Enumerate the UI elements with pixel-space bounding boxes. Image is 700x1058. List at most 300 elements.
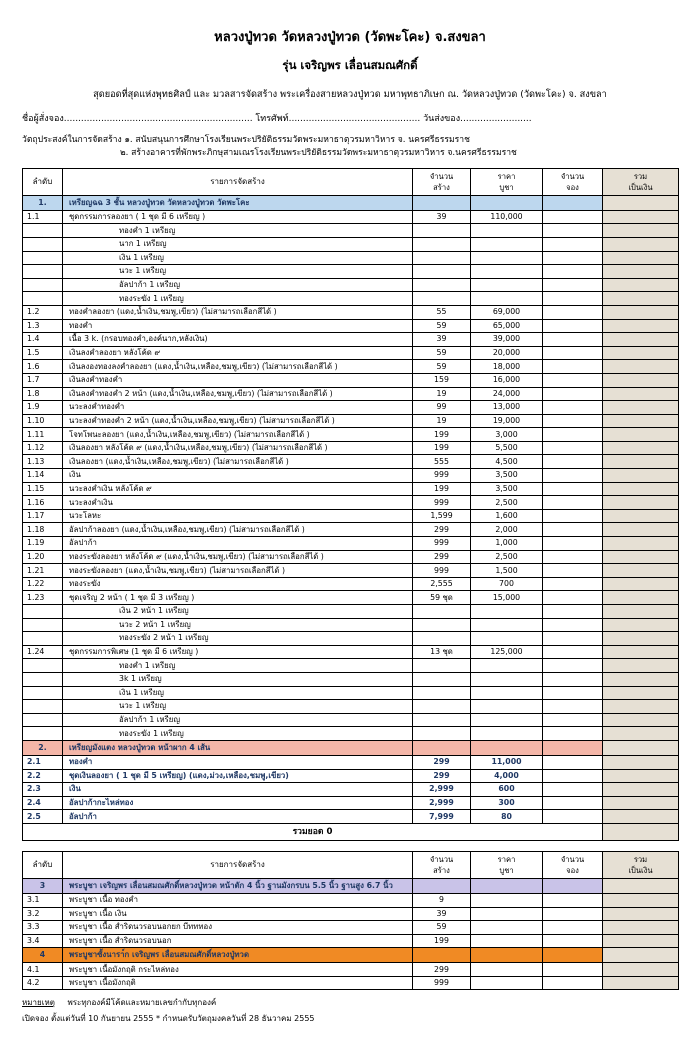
table-row[interactable] [23,934,679,948]
row-item-name: ชุดเจริญ 2 หน้า ( 1 ชุด มี 3 เหรียญ ) [63,591,413,605]
row-qty-made [413,251,471,265]
header2-price-l1: ราคา [497,854,516,864]
row-total [603,346,679,360]
row-item-name: พระบูชา เนื้อ สำริดนวรอบนอก [63,934,413,948]
row-qty-order[interactable] [543,278,603,292]
section-number: 1. [23,195,63,210]
row-number: 3.4 [23,934,63,948]
row-total [603,632,679,646]
row-price: 600 [471,783,543,797]
section-total-cell [603,878,679,893]
grand-total-label: รวมยอด 0 [23,823,603,840]
row-qty-made: 999 [413,496,471,510]
row-price [471,618,543,632]
row-qty-order[interactable] [543,618,603,632]
row-number: 1.10 [23,414,63,428]
table-row[interactable] [23,783,679,797]
row-qty-made [413,700,471,714]
table-row[interactable] [23,319,679,333]
row-qty-made [413,727,471,741]
row-qty-order[interactable] [543,210,603,224]
row-qty-order[interactable] [543,537,603,551]
table-row[interactable] [23,893,679,907]
row-qty-made: 159 [413,373,471,387]
row-price [471,893,543,907]
header-qty-made [413,168,471,195]
row-number: 1.24 [23,645,63,659]
header2-qty-made-l1: จำนวน [429,854,454,864]
table-row[interactable] [23,645,679,659]
table-row[interactable] [23,921,679,935]
row-item-name: พระบูชา เนื้อ สำริดนวรอบนอกยก บีทททอง [63,921,413,935]
row-qty-order[interactable] [543,523,603,537]
row-item-name: ชุดเงินลองยา ( 1 ชุด มี 5 เหรียญ) (แดง,ม่วง,เหลือง,ชมพู,เขียว) [63,769,413,783]
row-number [23,265,63,279]
row-item-name: ชุดกรรมการลองยา ( 1 ชุด มี 6 เหรียญ ) [63,210,413,224]
table-row[interactable] [23,755,679,769]
row-item-name: ทองคำ [63,755,413,769]
table-row[interactable] [23,564,679,578]
row-item-name: ทองระฆัง 1 เหรียญ [63,727,413,741]
row-item-name: อัลปาก้า [63,810,413,824]
row-qty-made [413,632,471,646]
row-price [471,727,543,741]
row-total [603,333,679,347]
row-price [471,713,543,727]
purpose-block [22,134,678,160]
row-qty-made: 199 [413,428,471,442]
row-qty-made [413,265,471,279]
row-qty-order[interactable] [543,605,603,619]
row-total [603,523,679,537]
row-total [603,319,679,333]
header2-list: รายการจัดสร้าง [63,851,413,878]
row-item-name: ทองระฆัง 2 หน้า 1 เหรียญ [63,632,413,646]
row-total [603,292,679,306]
row-number: 1.5 [23,346,63,360]
row-qty-order[interactable] [543,428,603,442]
order-table-2 [22,851,679,991]
row-price [471,278,543,292]
purpose-label: วัตถุประสงค์ในการจัดสร้าง [22,135,122,145]
row-price: 110,000 [471,210,543,224]
row-qty-order[interactable] [543,700,603,714]
row-price [471,265,543,279]
row-item-name: 3k 1 เหรียญ [63,672,413,686]
row-qty-order[interactable] [543,265,603,279]
table-row[interactable] [23,387,679,401]
row-number: 1.12 [23,441,63,455]
row-qty-order[interactable] [543,976,603,990]
table-row[interactable] [23,976,679,990]
row-number [23,713,63,727]
row-qty-order[interactable] [543,727,603,741]
row-total [603,976,679,990]
row-qty-made: 39 [413,907,471,921]
row-number [23,632,63,646]
row-total [603,618,679,632]
row-qty-order[interactable] [543,509,603,523]
row-price: 20,000 [471,346,543,360]
section-blank-cell [543,948,603,963]
table-row[interactable] [23,292,679,306]
row-price: 2,500 [471,496,543,510]
row-qty-order[interactable] [543,783,603,797]
table-row[interactable] [23,550,679,564]
grand-total-row [23,823,679,840]
order-form-line: ชื่อผู้สั่งจอง.................................................................. โทรศัพท์.............................................. วันส่งของ......................... [22,114,532,124]
row-qty-order[interactable] [543,414,603,428]
table-row[interactable] [23,237,679,251]
row-qty-order[interactable] [543,686,603,700]
table-row[interactable] [23,305,679,319]
row-total [603,713,679,727]
row-number [23,727,63,741]
table-row[interactable] [23,224,679,238]
row-qty-order[interactable] [543,387,603,401]
section-total-cell [603,195,679,210]
row-qty-order[interactable] [543,907,603,921]
row-number: 1.13 [23,455,63,469]
row-qty-made: 2,555 [413,577,471,591]
header-total [603,168,679,195]
table-row[interactable] [23,591,679,605]
table-row[interactable] [23,632,679,646]
row-qty-made: 19 [413,387,471,401]
row-number: 2.2 [23,769,63,783]
row-price [471,700,543,714]
row-price [471,237,543,251]
row-item-name: นาก 1 เหรียญ [63,237,413,251]
row-qty-order[interactable] [543,482,603,496]
header-price [471,168,543,195]
row-price: 3,500 [471,482,543,496]
row-qty-made: 9 [413,893,471,907]
header2-total [603,851,679,878]
row-total [603,796,679,810]
row-qty-order[interactable] [543,360,603,374]
row-number: 1.17 [23,509,63,523]
header2-qty-order-l1: จำนวน [560,854,585,864]
row-total [603,605,679,619]
row-qty-order[interactable] [543,659,603,673]
row-qty-made: 299 [413,963,471,977]
row-number: 4.2 [23,976,63,990]
row-price: 4,000 [471,769,543,783]
row-total [603,577,679,591]
row-qty-order[interactable] [543,496,603,510]
section-header-row [23,740,679,755]
row-qty-order[interactable] [543,333,603,347]
row-qty-order[interactable] [543,237,603,251]
row-total [603,455,679,469]
row-item-name: โจทโพนะลองยา (แดง,น้ำเงิน,เหลือง,ชมพู,เขียว) (ไม่สามารถเลือกสีได้ ) [63,428,413,442]
row-number: 1.15 [23,482,63,496]
row-item-name: เงินลองยา (แดง,น้ำเงิน,เหลือง,ชมพู,เขียว) (ไม่สามารถเลือกสีได้ ) [63,455,413,469]
table-row[interactable] [23,401,679,415]
row-total [603,963,679,977]
row-qty-made: 555 [413,455,471,469]
row-total [603,564,679,578]
row-total [603,672,679,686]
purpose-item-1: ๑. สนับสนุนการศึกษาโรงเรียนพระปริยัติธรรมวัดพระมหาธาตุวรมหาวิหาร จ. นครศรีธรรมราช [124,135,470,145]
row-qty-order[interactable] [543,934,603,948]
row-qty-made: 2,999 [413,783,471,797]
row-item-name: เงิน 2 หน้า 1 เหรียญ [63,605,413,619]
row-qty-made: 13 ชุด [413,645,471,659]
row-qty-made [413,237,471,251]
row-price: 1,000 [471,537,543,551]
row-item-name: เงิน 1 เหรียญ [63,251,413,265]
table-row[interactable] [23,523,679,537]
row-qty-order[interactable] [543,796,603,810]
grand-total-value [603,823,679,840]
row-number: 1.14 [23,469,63,483]
row-total [603,278,679,292]
row-qty-order[interactable] [543,292,603,306]
row-qty-order[interactable] [543,963,603,977]
header-total-l1: รวม [633,171,648,181]
row-item-name: นวะ 2 หน้า 1 เหรียญ [63,618,413,632]
row-price: 69,000 [471,305,543,319]
row-qty-made [413,278,471,292]
row-qty-made: 1,599 [413,509,471,523]
section-blank-cell [471,740,543,755]
row-qty-order[interactable] [543,769,603,783]
row-price [471,251,543,265]
row-qty-order[interactable] [543,550,603,564]
row-total [603,428,679,442]
row-qty-order[interactable] [543,401,603,415]
table-row[interactable] [23,455,679,469]
row-item-name: นวะลงคำเงิน [63,496,413,510]
table-row[interactable] [23,963,679,977]
row-qty-made: 299 [413,523,471,537]
row-item-name: นวะลงคำทองคำ 2 หน้า (แดง,น้ำเงิน,เหลือง,ชมพู,เขียว) (ไม่สามารถเลือกสีได้ ) [63,414,413,428]
section-blank-cell [543,195,603,210]
row-item-name: เงินลงองทองลงคำลองยา (แดง,น้ำเงิน,เหลือง,ชมพู,เขียว) (ไม่สามารถเลือกสีได้ ) [63,360,413,374]
row-number: 1.20 [23,550,63,564]
row-number: 3.2 [23,907,63,921]
row-qty-order[interactable] [543,921,603,935]
header2-total-l1: รวม [633,854,648,864]
row-qty-order[interactable] [543,591,603,605]
row-qty-order[interactable] [543,755,603,769]
row-total [603,251,679,265]
row-qty-made [413,686,471,700]
row-total [603,469,679,483]
header-qty-made-l1: จำนวน [429,171,454,181]
table-row[interactable] [23,727,679,741]
row-total [603,893,679,907]
row-total [603,769,679,783]
row-item-name: ทองคำ 1 เหรียญ [63,224,413,238]
row-number [23,686,63,700]
row-total [603,591,679,605]
row-number: 3.3 [23,921,63,935]
table-row[interactable] [23,907,679,921]
row-number: 1.22 [23,577,63,591]
section-blank-cell [543,878,603,893]
table-row[interactable] [23,577,679,591]
row-number: 1.8 [23,387,63,401]
row-item-name: พระบูชา เนื้อมังกฤติ [63,976,413,990]
table-row[interactable] [23,686,679,700]
row-total [603,537,679,551]
section-header-row [23,948,679,963]
row-qty-order[interactable] [543,810,603,824]
row-qty-made: 999 [413,564,471,578]
row-total [603,550,679,564]
row-qty-order[interactable] [543,564,603,578]
row-qty-made: 299 [413,550,471,564]
row-price [471,292,543,306]
section-blank-cell [471,948,543,963]
row-price: 300 [471,796,543,810]
table-row[interactable] [23,537,679,551]
row-qty-order[interactable] [543,373,603,387]
row-qty-order[interactable] [543,893,603,907]
row-qty-order[interactable] [543,441,603,455]
row-price: 3,000 [471,428,543,442]
row-qty-order[interactable] [543,455,603,469]
table-row[interactable] [23,210,679,224]
row-number [23,618,63,632]
row-total [603,810,679,824]
row-price: 15,000 [471,591,543,605]
row-qty-order[interactable] [543,632,603,646]
row-qty-order[interactable] [543,346,603,360]
table-row[interactable] [23,278,679,292]
row-number: 1.23 [23,591,63,605]
row-qty-made: 299 [413,755,471,769]
section-header-row [23,195,679,210]
table-row[interactable] [23,509,679,523]
row-qty-made [413,672,471,686]
table-row[interactable] [23,659,679,673]
row-number [23,251,63,265]
row-number [23,605,63,619]
row-qty-order[interactable] [543,645,603,659]
row-number: 2.3 [23,783,63,797]
row-item-name: อัลปาก้า [63,537,413,551]
row-qty-order[interactable] [543,224,603,238]
row-qty-made: 299 [413,769,471,783]
row-price [471,659,543,673]
row-total [603,907,679,921]
row-price: 39,000 [471,333,543,347]
table-row[interactable] [23,482,679,496]
section-title: เหรียญฉฉ 3 ชั้น หลวงปู่ทวด วัดหลวงปู่ทวด วัดพะโคะ [63,195,413,210]
row-item-name: นวะ 1 เหรียญ [63,265,413,279]
row-qty-order[interactable] [543,319,603,333]
row-total [603,360,679,374]
row-item-name: เงินลงคำทองคำ 2 หน้า (แดง,น้ำเงิน,เหลือง,ชมพู,เขียว) (ไม่สามารถเลือกสีได้ ) [63,387,413,401]
table-row[interactable] [23,796,679,810]
row-total [603,755,679,769]
row-total [603,237,679,251]
table-row[interactable] [23,810,679,824]
table-row[interactable] [23,713,679,727]
row-item-name: พระบูชา เนื้อมังกฤติ กระไหล่ทอง [63,963,413,977]
row-total [603,727,679,741]
header2-qty-order [543,851,603,878]
table-row[interactable] [23,428,679,442]
row-item-name: เงิน [63,783,413,797]
row-item-name: พระบูชา เนื้อ ทองคำ [63,893,413,907]
row-price [471,632,543,646]
row-item-name: นวะ 1 เหรียญ [63,700,413,714]
table-row[interactable] [23,251,679,265]
table-row[interactable] [23,700,679,714]
row-number: 2.5 [23,810,63,824]
table-row[interactable] [23,265,679,279]
row-qty-made: 99 [413,401,471,415]
table-row[interactable] [23,769,679,783]
row-number: 1.21 [23,564,63,578]
row-item-name: นวะลงคำทองคำ [63,401,413,415]
table-row[interactable] [23,469,679,483]
header-price-l2: บูชา [499,182,514,192]
table-row[interactable] [23,360,679,374]
row-qty-order[interactable] [543,251,603,265]
row-price [471,605,543,619]
header2-total-l2: เป็นเงิน [628,865,653,875]
row-price: 16,000 [471,373,543,387]
section-blank-cell [413,878,471,893]
header-qty-order-l2: จอง [566,182,579,192]
row-qty-order[interactable] [543,713,603,727]
row-item-name: เนื้อ 3 k. (กรอบทองคำ,องค์นาก,หลังเงิน) [63,333,413,347]
table-row[interactable] [23,414,679,428]
row-qty-order[interactable] [543,305,603,319]
table-row[interactable] [23,672,679,686]
row-price: 11,000 [471,755,543,769]
table-row[interactable] [23,333,679,347]
row-item-name: นวะโลหะ [63,509,413,523]
row-item-name: พระบูชา เนื้อ เงิน [63,907,413,921]
table-row[interactable] [23,441,679,455]
row-total [603,224,679,238]
table-row[interactable] [23,346,679,360]
row-qty-order[interactable] [543,469,603,483]
row-qty-made: 199 [413,441,471,455]
section-header-row [23,878,679,893]
row-item-name: ชุดกรรมการพิเศษ (1 ชุด มี 6 เหรียญ ) [63,645,413,659]
table-row[interactable] [23,496,679,510]
row-total [603,921,679,935]
row-qty-order[interactable] [543,577,603,591]
row-qty-made [413,618,471,632]
row-qty-made: 59 ชุด [413,591,471,605]
table-row[interactable] [23,618,679,632]
row-item-name: ทองระฆัง 1 เหรียญ [63,292,413,306]
row-price [471,224,543,238]
row-item-name: เงิน 1 เหรียญ [63,686,413,700]
row-price: 80 [471,810,543,824]
row-total [603,645,679,659]
section-blank-cell [471,878,543,893]
row-number: 1.7 [23,373,63,387]
row-qty-order[interactable] [543,672,603,686]
table-row[interactable] [23,373,679,387]
row-total [603,934,679,948]
row-total [603,496,679,510]
row-price [471,976,543,990]
row-number: 1.4 [23,333,63,347]
table-row[interactable] [23,605,679,619]
row-total [603,686,679,700]
